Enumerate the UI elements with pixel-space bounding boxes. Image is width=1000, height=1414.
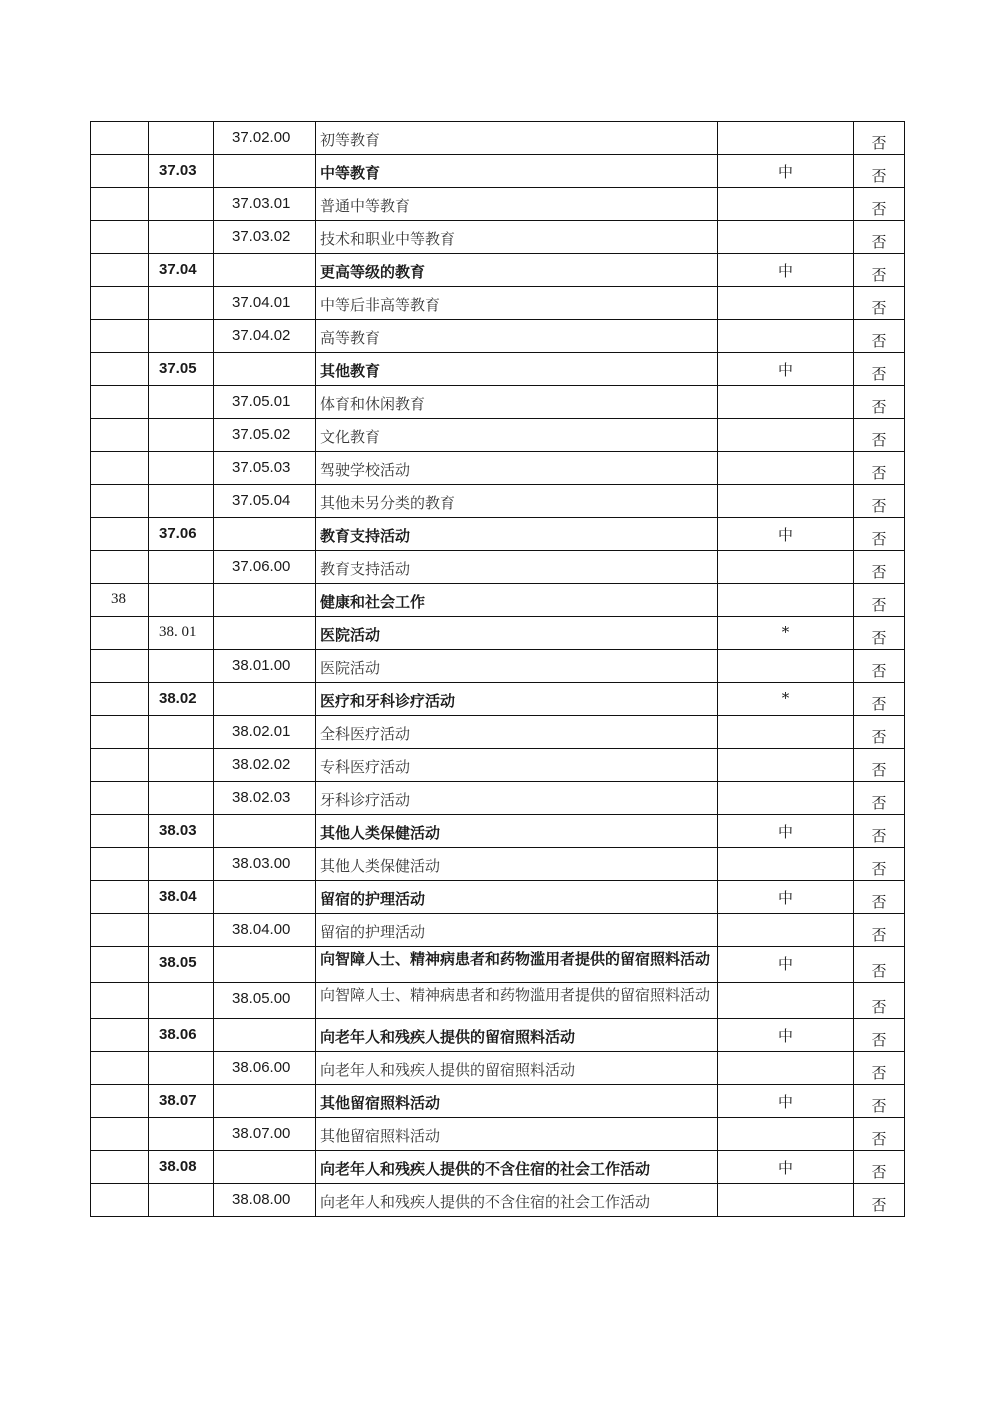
group-code-cell [149,1052,214,1085]
classification-table [90,121,905,1217]
table-row [91,485,905,518]
group-code-cell: 38. 01 [149,617,214,650]
group-code-cell: 38.07 [149,1085,214,1118]
division-code-cell [91,155,149,188]
activity-name-cell: 其他留宿照料活动 [316,1085,718,1118]
flag-cell: 否 [854,749,905,782]
level-cell [718,386,854,419]
class-code-cell: 37.05.02 [214,419,316,452]
flag-cell: 否 [854,221,905,254]
group-code-cell [149,650,214,683]
level-cell [718,848,854,881]
table-row [91,584,905,617]
activity-name-cell: 高等教育 [316,320,718,353]
group-code-cell [149,848,214,881]
class-code-cell: 37.05.01 [214,386,316,419]
flag-cell: 否 [854,353,905,386]
activity-name-cell: 技术和职业中等教育 [316,221,718,254]
classification-table-body [91,122,905,1217]
level-cell [718,485,854,518]
class-code-cell [214,881,316,914]
group-code-cell: 37.03 [149,155,214,188]
group-code-cell [149,983,214,1019]
class-code-cell [214,683,316,716]
division-code-cell [91,716,149,749]
division-code-cell [91,815,149,848]
level-cell [718,221,854,254]
class-code-cell [214,584,316,617]
level-cell [718,1118,854,1151]
class-code-cell [214,815,316,848]
activity-name-cell: 留宿的护理活动 [316,881,718,914]
activity-name-cell [316,947,718,983]
table-row [91,1118,905,1151]
flag-cell: 否 [854,188,905,221]
flag-cell: 否 [854,848,905,881]
group-code-cell: 37.05 [149,353,214,386]
activity-name-cell: 驾驶学校活动 [316,452,718,485]
activity-name-cell [316,983,718,1019]
level-cell [718,1052,854,1085]
activity-name-cell: 其他人类保健活动 [316,815,718,848]
table-row [91,1184,905,1217]
activity-name-cell: 向老年人和残疾人提供的留宿照料活动 [316,1052,718,1085]
flag-cell: 否 [854,386,905,419]
table-row [91,518,905,551]
group-code-cell: 38.06 [149,1019,214,1052]
activity-name-cell: 其他教育 [316,353,718,386]
table-row [91,1019,905,1052]
division-code-cell [91,947,149,983]
division-code-cell [91,254,149,287]
activity-name-cell: 向老年人和残疾人提供的不含住宿的社会工作活动 [316,1151,718,1184]
division-code-cell [91,683,149,716]
group-code-cell [149,749,214,782]
table-row [91,683,905,716]
level-cell: 中 [718,881,854,914]
flag-cell: 否 [854,881,905,914]
level-cell [718,983,854,1019]
activity-name-cell: 其他未另分类的教育 [316,485,718,518]
group-code-cell [149,452,214,485]
level-cell [718,287,854,320]
level-cell [718,749,854,782]
table-row [91,617,905,650]
class-code-cell [214,617,316,650]
level-cell: 中 [718,1085,854,1118]
class-code-cell: 37.03.02 [214,221,316,254]
activity-name-text: 向智障人士、精神病患者和药物滥用者提供的留宿照料活动 [320,986,711,1004]
flag-cell: 否 [854,617,905,650]
table-row [91,155,905,188]
class-code-cell: 37.02.00 [214,122,316,155]
flag-cell: 否 [854,983,905,1019]
flag-cell: 否 [854,782,905,815]
flag-cell: 否 [854,1118,905,1151]
activity-name-cell: 医院活动 [316,650,718,683]
class-code-cell [214,353,316,386]
level-cell [718,782,854,815]
level-cell: 中 [718,1019,854,1052]
flag-cell: 否 [854,485,905,518]
class-code-cell: 37.04.02 [214,320,316,353]
level-cell: 中 [718,155,854,188]
activity-name-cell: 健康和社会工作 [316,584,718,617]
table-row [91,848,905,881]
level-cell [718,320,854,353]
class-code-cell [214,947,316,983]
activity-name-cell: 向老年人和残疾人提供的留宿照料活动 [316,1019,718,1052]
flag-cell: 否 [854,518,905,551]
group-code-cell: 38.05 [149,947,214,983]
division-code-cell [91,287,149,320]
class-code-cell: 38.07.00 [214,1118,316,1151]
class-code-cell: 37.04.01 [214,287,316,320]
level-cell [718,452,854,485]
level-cell: 中 [718,815,854,848]
level-cell [718,584,854,617]
level-cell: * [718,617,854,650]
activity-name-cell: 其他人类保健活动 [316,848,718,881]
group-code-cell [149,551,214,584]
activity-name-cell: 牙科诊疗活动 [316,782,718,815]
table-row [91,1151,905,1184]
flag-cell: 否 [854,1019,905,1052]
flag-cell: 否 [854,1151,905,1184]
division-code-cell [91,881,149,914]
flag-cell: 否 [854,947,905,983]
division-code-cell: 38 [91,584,149,617]
flag-cell: 否 [854,1184,905,1217]
group-code-cell: 38.08 [149,1151,214,1184]
class-code-cell [214,1019,316,1052]
division-code-cell [91,353,149,386]
level-cell [718,122,854,155]
table-row [91,386,905,419]
level-cell: 中 [718,254,854,287]
activity-name-cell: 全科医疗活动 [316,716,718,749]
level-cell: 中 [718,518,854,551]
class-code-cell: 37.06.00 [214,551,316,584]
group-code-cell: 38.04 [149,881,214,914]
table-row [91,419,905,452]
activity-name-cell: 留宿的护理活动 [316,914,718,947]
group-code-cell: 37.04 [149,254,214,287]
activity-name-cell: 医疗和牙科诊疗活动 [316,683,718,716]
division-code-cell [91,188,149,221]
flag-cell: 否 [854,122,905,155]
group-code-cell [149,188,214,221]
division-code-cell [91,452,149,485]
division-code-cell [91,1151,149,1184]
flag-cell: 否 [854,1052,905,1085]
division-code-cell [91,122,149,155]
division-code-cell [91,617,149,650]
level-cell [718,1184,854,1217]
class-code-cell: 38.02.01 [214,716,316,749]
activity-name-cell: 文化教育 [316,419,718,452]
table-row [91,254,905,287]
table-row [91,815,905,848]
division-code-cell [91,419,149,452]
level-cell: 中 [718,1151,854,1184]
group-code-cell [149,485,214,518]
division-code-cell [91,650,149,683]
activity-name-cell: 普通中等教育 [316,188,718,221]
class-code-cell [214,155,316,188]
table-row [91,188,905,221]
table-row [91,716,905,749]
table-row [91,914,905,947]
table-row [91,122,905,155]
group-code-cell [149,386,214,419]
activity-name-cell: 初等教育 [316,122,718,155]
class-code-cell: 38.02.03 [214,782,316,815]
group-code-cell [149,419,214,452]
activity-name-cell: 体育和休闲教育 [316,386,718,419]
flag-cell: 否 [854,287,905,320]
level-cell [718,914,854,947]
class-code-cell: 38.04.00 [214,914,316,947]
table-row [91,221,905,254]
table-row [91,782,905,815]
level-cell [718,650,854,683]
level-cell [718,419,854,452]
class-code-cell: 38.06.00 [214,1052,316,1085]
activity-name-cell: 其他留宿照料活动 [316,1118,718,1151]
class-code-cell [214,518,316,551]
level-cell: 中 [718,353,854,386]
table-row [91,287,905,320]
flag-cell: 否 [854,650,905,683]
activity-name-cell: 更高等级的教育 [316,254,718,287]
division-code-cell [91,983,149,1019]
group-code-cell [149,1184,214,1217]
flag-cell: 否 [854,452,905,485]
group-code-cell [149,914,214,947]
flag-cell: 否 [854,320,905,353]
flag-cell: 否 [854,419,905,452]
table-row [91,353,905,386]
group-code-cell [149,122,214,155]
class-code-cell [214,1085,316,1118]
flag-cell: 否 [854,815,905,848]
activity-name-cell: 教育支持活动 [316,518,718,551]
group-code-cell [149,1118,214,1151]
flag-cell: 否 [854,155,905,188]
division-code-cell [91,485,149,518]
group-code-cell: 38.02 [149,683,214,716]
group-code-cell [149,221,214,254]
group-code-cell [149,782,214,815]
class-code-cell: 38.01.00 [214,650,316,683]
division-code-cell [91,221,149,254]
group-code-cell [149,320,214,353]
level-cell: * [718,683,854,716]
class-code-cell [214,254,316,287]
class-code-cell [214,1151,316,1184]
activity-name-cell: 中等后非高等教育 [316,287,718,320]
division-code-cell [91,782,149,815]
class-code-cell: 37.05.03 [214,452,316,485]
table-row [91,551,905,584]
class-code-cell: 38.02.02 [214,749,316,782]
division-code-cell [91,914,149,947]
division-code-cell [91,1052,149,1085]
class-code-cell: 38.05.00 [214,983,316,1019]
class-code-cell: 37.05.04 [214,485,316,518]
flag-cell: 否 [854,1085,905,1118]
activity-name-cell: 专科医疗活动 [316,749,718,782]
table-row [91,947,905,983]
division-code-cell [91,1085,149,1118]
division-code-cell [91,386,149,419]
activity-name-cell: 中等教育 [316,155,718,188]
group-code-cell [149,287,214,320]
flag-cell: 否 [854,584,905,617]
table-row [91,650,905,683]
division-code-cell [91,848,149,881]
division-code-cell [91,518,149,551]
table-row [91,452,905,485]
table-row [91,749,905,782]
class-code-cell: 37.03.01 [214,188,316,221]
division-code-cell [91,551,149,584]
level-cell [718,551,854,584]
flag-cell: 否 [854,254,905,287]
flag-cell: 否 [854,914,905,947]
division-code-cell [91,1118,149,1151]
division-code-cell [91,1184,149,1217]
class-code-cell: 38.08.00 [214,1184,316,1217]
flag-cell: 否 [854,683,905,716]
activity-name-cell: 向老年人和残疾人提供的不含住宿的社会工作活动 [316,1184,718,1217]
group-code-cell: 37.06 [149,518,214,551]
table-row [91,983,905,1019]
table-row [91,1085,905,1118]
class-code-cell: 38.03.00 [214,848,316,881]
division-code-cell [91,749,149,782]
activity-name-cell: 医院活动 [316,617,718,650]
division-code-cell [91,1019,149,1052]
activity-name-text: 向智障人士、精神病患者和药物滥用者提供的留宿照料活动 [320,950,711,968]
table-row [91,881,905,914]
table-row [91,320,905,353]
table-row [91,1052,905,1085]
group-code-cell: 38.03 [149,815,214,848]
flag-cell: 否 [854,551,905,584]
group-code-cell [149,716,214,749]
activity-name-cell: 教育支持活动 [316,551,718,584]
group-code-cell [149,584,214,617]
division-code-cell [91,320,149,353]
level-cell [718,716,854,749]
level-cell: 中 [718,947,854,983]
flag-cell: 否 [854,716,905,749]
level-cell [718,188,854,221]
